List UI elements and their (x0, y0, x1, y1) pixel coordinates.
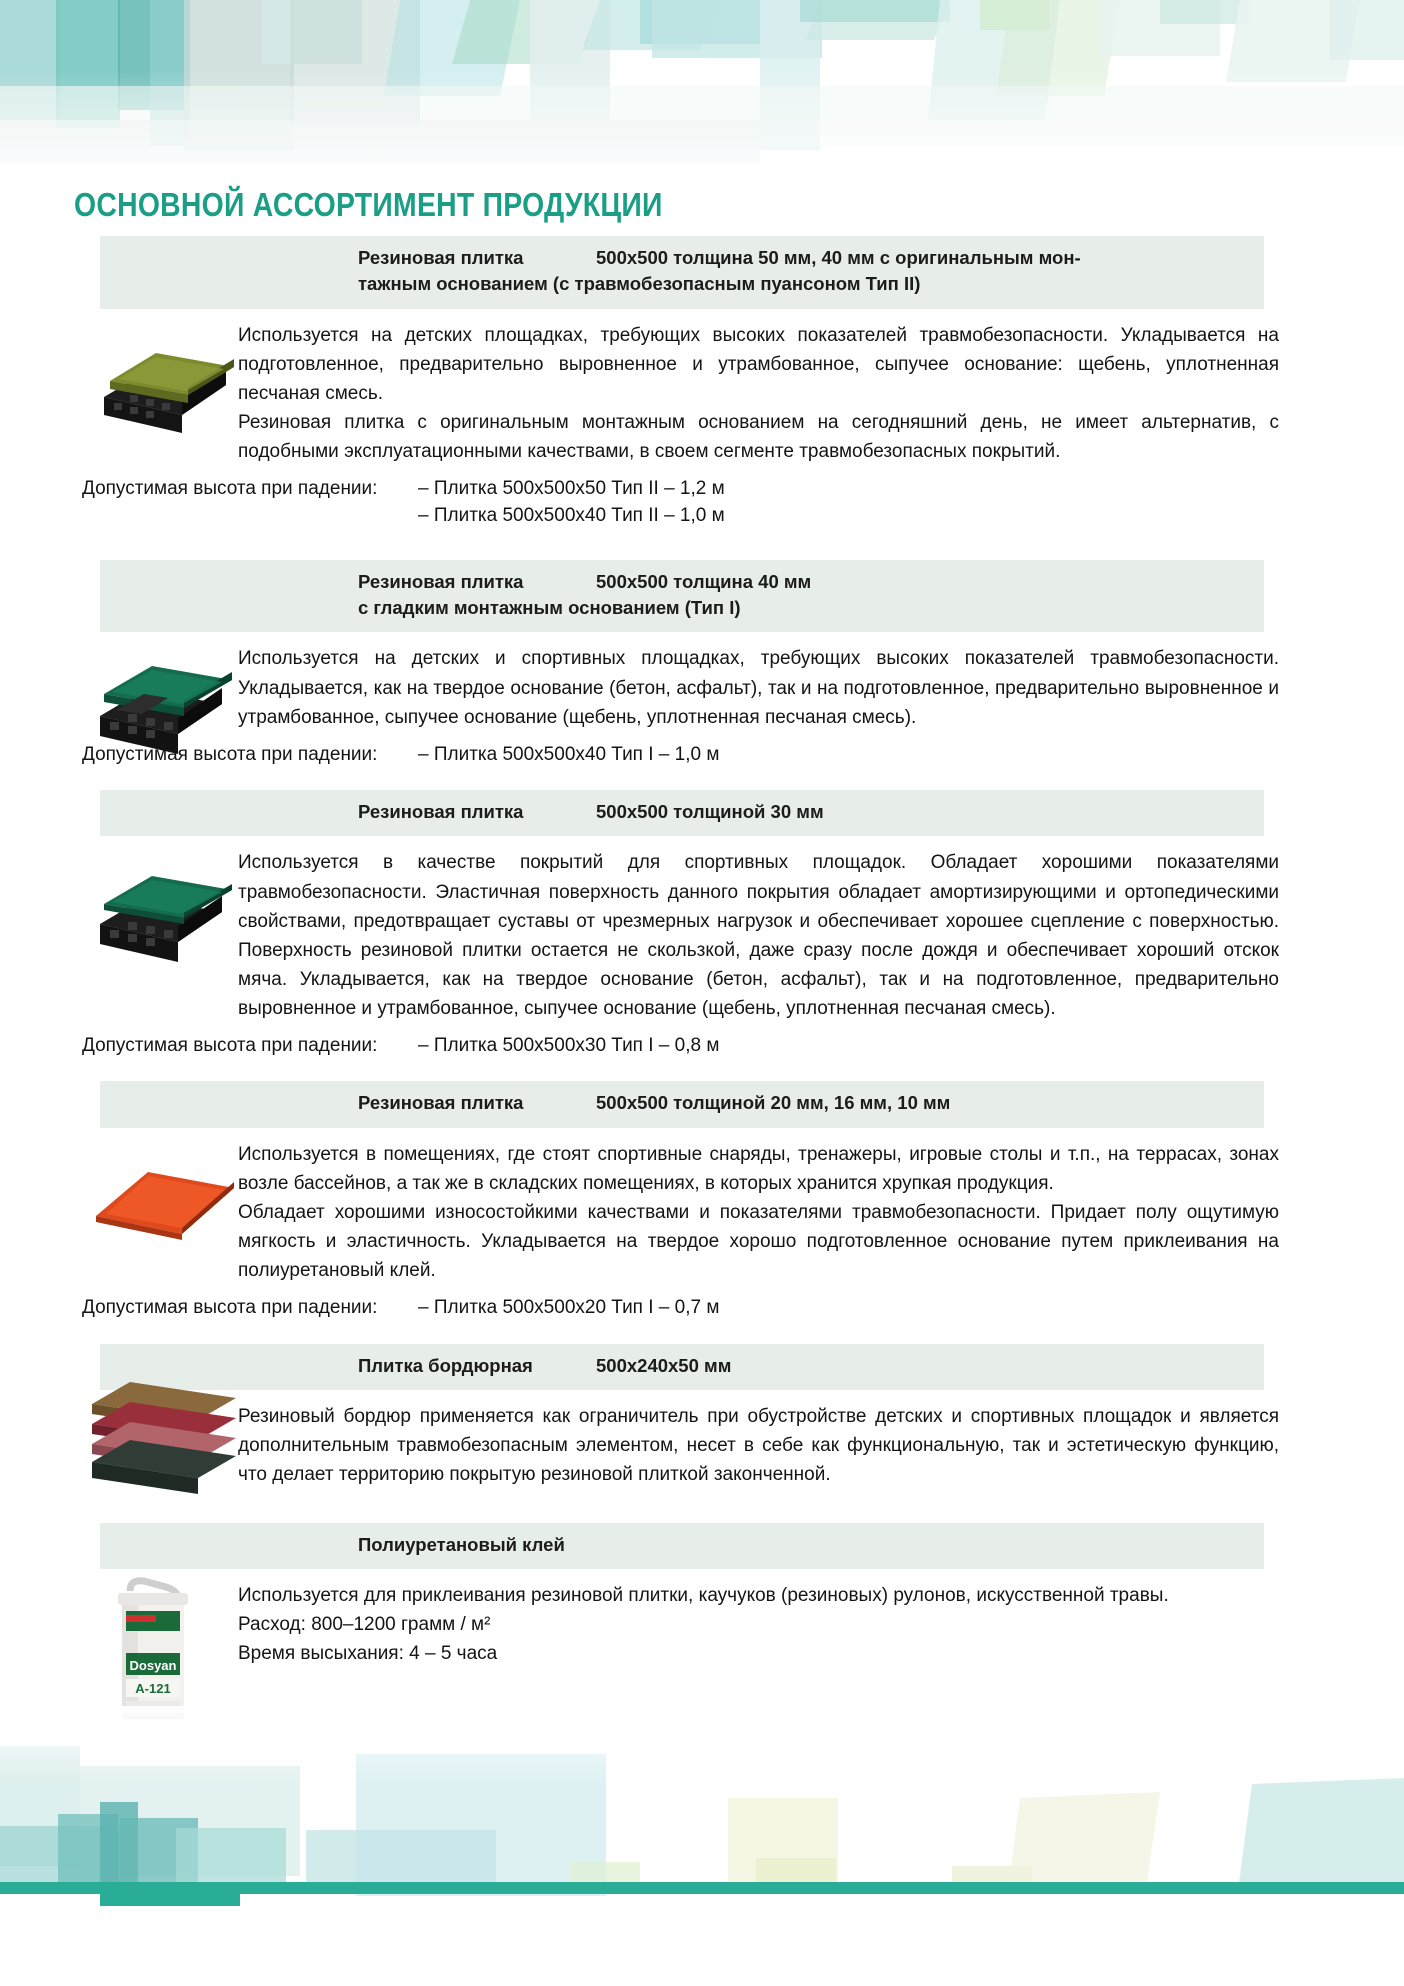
product-thumbnail (86, 1358, 236, 1508)
svg-text:A-121: A-121 (135, 1681, 171, 1697)
product-header-band (100, 1081, 1264, 1127)
fall-height-value: – Плитка 500х500х30 Тип I – 0,8 м (418, 1034, 720, 1056)
product-section (0, 560, 1404, 768)
product-body (0, 321, 1404, 466)
product-header-line-1 (100, 1353, 1264, 1379)
fall-height-value: – Плитка 500х500х40 Тип II – 1,0 м (418, 505, 725, 527)
fall-height-value: – Плитка 500х500х50 Тип II – 1,2 м (418, 477, 725, 499)
product-name: Полиуретановый клей (358, 1533, 565, 1555)
product-name: Резиновая плитка (358, 570, 524, 592)
fall-height-value: – Плитка 500х500х40 Тип I – 1,0 м (418, 743, 720, 765)
product-section (0, 236, 1404, 530)
product-body (0, 1581, 1404, 1697)
product-header-band (100, 236, 1264, 309)
product-spec: 500x500 толщиной 20 мм, 16 мм, 10 мм (596, 1092, 951, 1114)
product-thumbnail (86, 644, 236, 754)
product-header-line-1 (100, 569, 1264, 595)
product-section (0, 1081, 1404, 1321)
product-section (0, 790, 1404, 1059)
product-paragraph: Используется в качестве покрытий для спортивных площадок. Обладает хорошими показателями травмобезопасности. Эластичная поверхность данного покрытия обладает амортизирующими и ортопедическими свойствами, предотвращает суставы от чрезмерных нагрузок и обеспечивает хорошее сцепление с поверхностью. Поверхность резиновой плитки остается не скользкой, даже сразу после дождя и обеспечивает хороший отскок мяча. Укладывается, как на твердое основание (бетон, асфальт), так и на подготовленное, предварительно выровненное и утрамбованное, сыпучее основание (щебень, уплотненная песчаная смесь). (238, 852, 1279, 1019)
product-header-line-1 (100, 1090, 1264, 1116)
product-body (0, 1402, 1404, 1489)
product-paragraph: Расход: 800–1200 грамм / м² (238, 1614, 491, 1636)
fall-height-row (0, 1294, 1404, 1322)
product-paragraph: Используется в помещениях, где стоят спортивные снаряды, тренажеры, игровые столы и т.п., на террасах, зонах возле бассейнов, а так же в складских помещениях, в которых хранится хрупкая продукция. (238, 1143, 1279, 1194)
product-paragraph: Обладает хорошими износостойкими качествами и показателями травмобезопасности. Придает полу ощутимую мягкость и эластичность. Укладывается на твердое хорошо подготовленное основание путем приклеивания на полиуретановый клей. (238, 1201, 1279, 1281)
product-section (0, 1523, 1404, 1697)
product-body (0, 848, 1404, 1022)
product-list (0, 236, 1404, 1697)
page-title: ОСНОВНОЙ АССОРТИМЕНТ ПРОДУКЦИИ (74, 186, 663, 223)
fall-height-label: Допустимая высота при падении: (82, 1034, 378, 1056)
product-header-line-1 (100, 1532, 1264, 1558)
product-spec: 500x500 толщина 40 мм (596, 570, 812, 592)
product-thumbnail (86, 1154, 236, 1264)
product-section (0, 1344, 1404, 1489)
product-spec: 500x240x50 мм (596, 1354, 732, 1376)
product-name: Плитка бордюрная (358, 1354, 533, 1376)
product-header-band (100, 560, 1264, 633)
product-header-line-2: с гладким монтажным основанием (Тип I) (358, 597, 741, 619)
product-header-band (100, 790, 1264, 836)
fall-height-row (0, 1032, 1404, 1060)
product-paragraph: Используется для приклеивания резиновой плитки, каучуков (резиновых) рулонов, искусственной травы. (238, 1585, 1169, 1607)
product-name: Резиновая плитка (358, 1092, 524, 1114)
product-thumbnail (86, 858, 236, 968)
product-header-line-1 (100, 245, 1264, 271)
product-thumbnail (86, 323, 236, 433)
bottom-decorative-banner (0, 1706, 1404, 1986)
product-header-line-2: тажным основанием (с травмобезопасным пуансоном Тип II) (358, 273, 921, 295)
fall-height-row (0, 741, 1404, 769)
fall-height-label: Допустимая высота при падении: (82, 743, 378, 765)
product-header-band (100, 1523, 1264, 1569)
product-paragraph: Используется на детских площадках, требующих высоких показателей травмобезопасности. Укладывается на подготовленное, предварительно выровненное и утрамбованное, сыпучее основание: щебень, уплотненная песчаная смесь. (238, 324, 1279, 404)
fall-height-row (0, 475, 1404, 530)
product-body (0, 644, 1404, 731)
product-paragraph: Время высыхания: 4 – 5 часа (238, 1643, 498, 1665)
svg-text:Dosyan: Dosyan (129, 1658, 177, 1674)
fall-height-value: – Плитка 500х500х20 Тип I – 0,7 м (418, 1296, 720, 1318)
product-name: Резиновая плитка (358, 801, 524, 823)
product-body (0, 1140, 1404, 1285)
product-paragraph: Резиновая плитка с оригинальным монтажным основанием на сегодняшний день, не имеет альтернатив, с подобными эксплуатационными качествами, в своем сегменте травмобезопасных покрытий. (238, 411, 1279, 462)
product-spec: 500x500 толщина 50 мм, 40 мм с оригинальным мон- (596, 247, 1081, 268)
product-spec: 500x500 толщиной 30 мм (596, 801, 824, 823)
fall-height-label: Допустимая высота при падении: (82, 477, 378, 499)
product-paragraph: Используется на детских и спортивных площадках, требующих высоких показателей травмобезопасности. Укладывается, как на твердое основание (бетон, асфальт), так и на подготовленное, предварительно выровненное и утрамбованное, сыпучее основание (щебень, уплотненная песчаная смесь). (238, 648, 1279, 728)
product-header-band (100, 1344, 1264, 1390)
fall-height-label: Допустимая высота при падении: (82, 1296, 378, 1318)
product-header-line-1 (100, 799, 1264, 825)
product-paragraph: Резиновый бордюр применяется как ограничитель при обустройстве детских и спортивных площадок и является дополнительным травмобезопасным элементом, несет в себе как функциональную, так и эстетическую функцию, что делает территорию покрытую резиновой плиткой законченной. (238, 1405, 1279, 1485)
product-name: Резиновая плитка (358, 247, 524, 268)
